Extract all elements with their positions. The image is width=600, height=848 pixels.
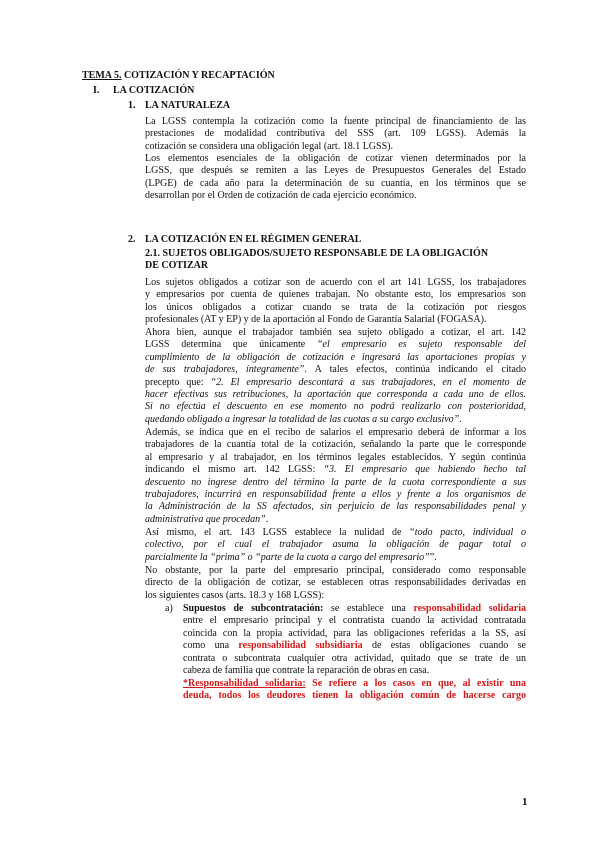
text-line: entre el empresario principal y el contratista cuando la actividad contratada bbox=[183, 615, 526, 627]
text-line: No obstante, por la parte del empresario principal, considerado como responsable bbox=[145, 565, 526, 576]
quote-run: “todo pacto, individual o bbox=[409, 527, 526, 538]
text-run: ”. bbox=[429, 551, 437, 563]
title-prefix: TEMA 5. bbox=[82, 70, 122, 81]
paragraph-naturaleza-2 bbox=[145, 153, 526, 203]
text-line: La LGSS contempla la cotización como la fuente principal de financiamiento de las bbox=[145, 116, 526, 127]
subsection-label-1: LA NATURALEZA bbox=[145, 100, 231, 111]
text-line bbox=[145, 552, 526, 564]
text-line bbox=[145, 414, 526, 426]
note-responsabilidad-solidaria bbox=[183, 678, 526, 703]
text-line: los únicos obligados a cotizar cuando se trata de la cotización por riesgos bbox=[145, 301, 526, 313]
quote-line: cumplimiento de la obligación de cotización e ingresará las aportaciones propias y bbox=[145, 351, 526, 363]
title-text: COTIZACIÓN Y RECAPTACIÓN bbox=[121, 70, 275, 81]
subsection-2-1-line-2: DE COTIZAR bbox=[145, 260, 209, 272]
text-run: precepto que: bbox=[145, 376, 211, 388]
page-number: 1 bbox=[522, 796, 528, 808]
text-run: como una bbox=[183, 640, 239, 652]
text-line: prestaciones de modalidad contributiva del SSS (art. 109 LGSS). Además la bbox=[145, 128, 526, 140]
paragraph-sujetos-2 bbox=[145, 327, 526, 426]
subsection-number-2: 2. bbox=[128, 234, 136, 245]
section-label: LA COTIZACIÓN bbox=[113, 85, 195, 96]
text-line: directo de la obligación de cotizar, se establecen otras responsabilidades derivadas en bbox=[145, 577, 526, 589]
text-run: LGSS determina que únicamente bbox=[145, 339, 317, 351]
paragraph-sujetos-1 bbox=[145, 277, 526, 327]
text-line bbox=[183, 678, 526, 690]
text-line: desarrollan por el Orden de cotización de cada ejercicio económico. bbox=[145, 190, 417, 202]
text-line: contrata o subcontrata cualquier otra actividad, quitado que se trate de un bbox=[183, 652, 526, 664]
quote-run: “2. El empresario descontará a sus trabajadores, en el momento de bbox=[210, 376, 527, 388]
text-line: Los sujetos obligados a cotizar son de acuerdo con el art 141 LGSS, los trabajadores bbox=[145, 277, 526, 288]
text-line: LGSS, que después se remiten a las Leyes de Presupuestos Generales del Estado bbox=[145, 165, 526, 177]
text-line: al empresario y al trabajador, en los términos legales establecidos. Y según continúa bbox=[145, 451, 526, 463]
document-title bbox=[82, 70, 275, 82]
note-lead: *Responsabilidad solidaria: bbox=[183, 678, 306, 689]
text-line: Además, se indica que en el recibo de salarios el empresario deberá de informar a los bbox=[145, 427, 526, 438]
text-line bbox=[145, 364, 526, 376]
quote-line: hacer efectivas sus retribuciones, la aportación que corresponda a cada uno de ellos. bbox=[145, 389, 526, 401]
text-line bbox=[183, 603, 526, 615]
paragraph-sujetos-3 bbox=[145, 427, 526, 526]
note-text-run: Se refiere a los casos en que, al existir una bbox=[305, 678, 526, 689]
text-line bbox=[145, 514, 526, 526]
subsection-2-1-line-1: 2.1. SUJETOS OBLIGADOS/SUJETO RESPONSABLE DE LA OBLIGACIÓN bbox=[145, 248, 489, 259]
text-line: profesionales (AT y EP) y de la aportación al Fondo de Garantía Salarial (FOGASA). bbox=[145, 314, 487, 326]
text-run: Así mismo, el art. 143 LGSS establece la nulidad de bbox=[145, 527, 410, 538]
highlight-subsidiaria: responsabilidad subsidiaria bbox=[238, 640, 363, 652]
text-run: se establece una bbox=[323, 603, 414, 614]
quote-line: la Administración de la SS afectados, sin perjuicio de las responsabilidades penal y bbox=[145, 501, 526, 513]
quote-line: descuento no ingrese dentro del término la parte de la cuota correspondiente a sus bbox=[145, 476, 526, 488]
quote-run: “el empresario es sujeto responsable del bbox=[316, 339, 526, 351]
text-line bbox=[145, 464, 526, 476]
highlight-solidaria: responsabilidad solidaria bbox=[413, 603, 526, 614]
bold-run: Supuestos de subcontratación: bbox=[183, 603, 324, 614]
note-text-line: deuda, todos los deudores tienen la obligación común de hacerse cargo bbox=[183, 690, 526, 702]
text-line: Los elementos esenciales de la obligación de cotizar vienen determinados por la bbox=[145, 153, 526, 164]
paragraph-sujetos-4 bbox=[145, 527, 526, 564]
list-marker-a: a) bbox=[165, 603, 173, 614]
text-line: cotización se considera una obligación legal (art. 18.1 LGSS). bbox=[145, 140, 393, 152]
quote-run: quedando obligado a ingresar la totalidad de las cuotas a su cargo exclusivo” bbox=[145, 413, 460, 425]
quote-run: de sus trabajadores, íntegramente” bbox=[145, 364, 305, 376]
text-run: de estas obligaciones cuando se bbox=[362, 640, 526, 652]
text-line bbox=[183, 640, 526, 652]
text-run: . bbox=[265, 513, 269, 525]
text-run: . bbox=[459, 413, 462, 425]
quote-run: parcialmente la “prima” o “parte de la cuota a cargo del empresario” bbox=[145, 551, 430, 563]
text-line: y empresarios por cuenta de quienes trabajan. No obstante esto, los empresarios son bbox=[145, 289, 526, 301]
paragraph-sujetos-5 bbox=[145, 565, 526, 602]
text-line: Ahora bien, aunque el trabajador también sea sujeto obligado a cotizar, el art. 142 bbox=[145, 327, 526, 338]
text-line: coincida con la propia actividad, para las obligaciones referidas a la SS, así bbox=[183, 627, 526, 639]
quote-line: trabajadores, incurrirá en responsabilidad frente a ellos y frente a los organismos de bbox=[145, 489, 526, 501]
quote-run: administrativa que procedan” bbox=[145, 513, 266, 525]
text-line: (LPGE) de cada año para la determinación de su cuantía, en los términos que se bbox=[145, 177, 526, 189]
text-line bbox=[145, 527, 526, 539]
text-run: indicando el mismo art. 142 LGSS: bbox=[145, 464, 324, 476]
subsection-label-2: LA COTIZACIÓN EN EL RÉGIMEN GENERAL bbox=[145, 234, 362, 245]
text-line bbox=[145, 339, 526, 351]
list-item-subcontratacion bbox=[183, 603, 526, 677]
text-run: . A tales efectos, continúa indicando el citado bbox=[304, 364, 526, 376]
text-line bbox=[145, 377, 526, 389]
text-line: trabajadores de la cuantía total de la cotización, señalando la parte que le corresponde bbox=[145, 439, 526, 451]
text-line: cabeza de familia que contrate la reparación de obras en casa. bbox=[183, 665, 430, 677]
quote-line: colectivo, por el cual el trabajador asuma la obligación de pagar total o bbox=[145, 539, 526, 551]
subsection-heading-2-1 bbox=[145, 248, 526, 273]
quote-run: “3. El empresario que habiendo hecho tal bbox=[323, 464, 526, 476]
paragraph-naturaleza-1 bbox=[145, 116, 526, 153]
subsection-number-1: 1. bbox=[128, 100, 136, 111]
quote-line: Si no efectúa el descuento en ese momento no podrá realizarlo con posterioridad, bbox=[145, 401, 526, 413]
text-line: los siguientes casos (arts. 18.3 y 168 LGSS): bbox=[145, 589, 325, 601]
section-number: I. bbox=[93, 85, 100, 96]
